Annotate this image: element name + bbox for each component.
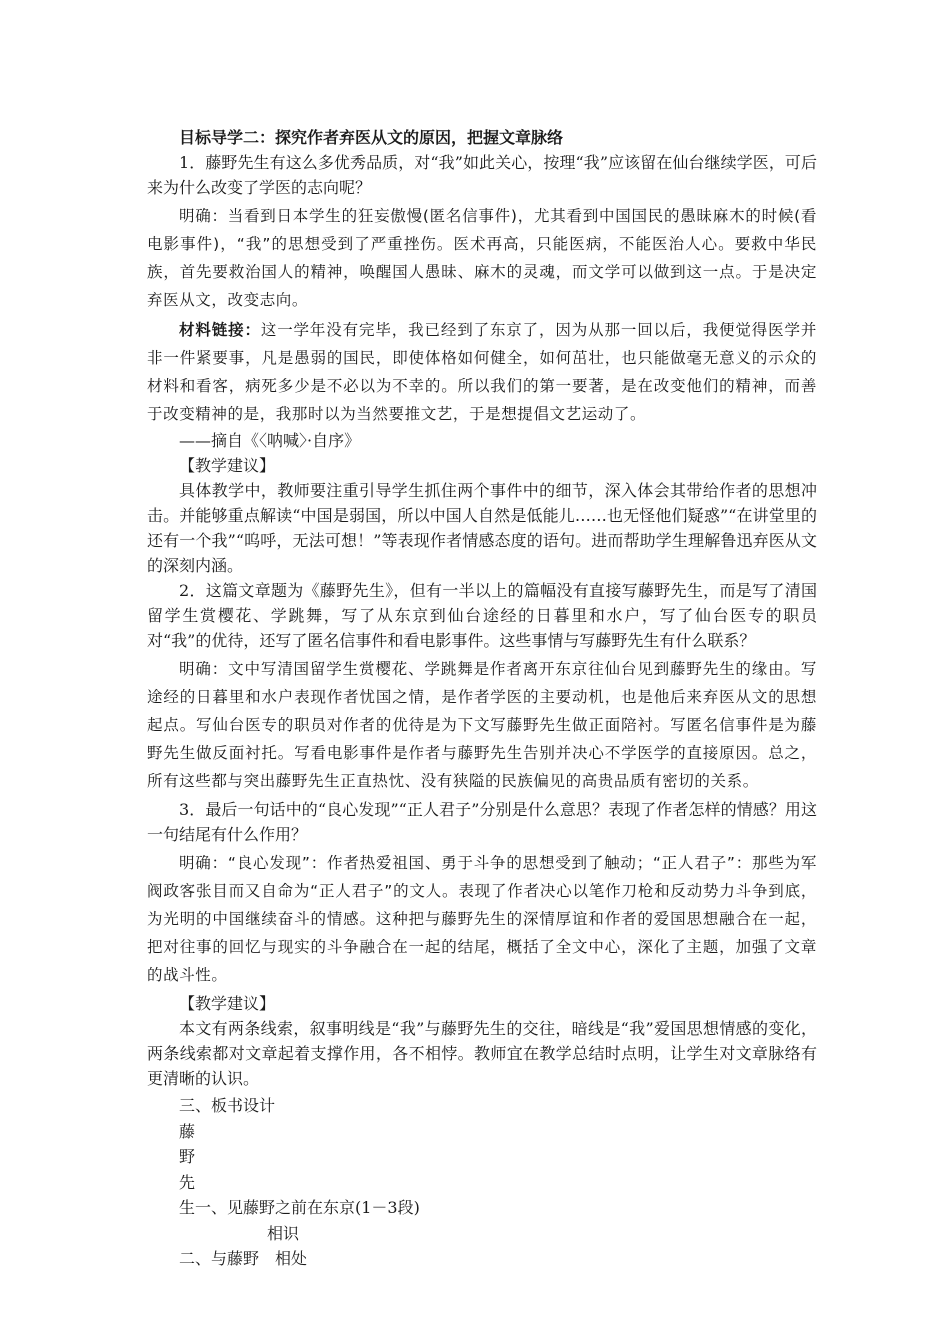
material-source: ——摘自《〈呐喊〉·自序》 [179, 431, 361, 450]
question-1: 1．藤野先生有这么多优秀品质，对“我”如此关心，按理“我”应该留在仙台继续学医，可后来为什么改变了学医的志向呢？ [147, 153, 817, 197]
board-vertical-char-1: 藤 [179, 1121, 196, 1141]
answer-1: 明确：当看到日本学生的狂妄傲慢(匿名信事件)，尤其看到中国国民的愚昧麻木的时候(看电影事件)，“我”的思想受到了严重挫伤。医术再高，只能医病，不能医治人心。要救中华民族，首先要救治国人的精神，唤醒国人愚昧、麻木的灵魂，而文学可以做到这一点。于是决定弃医从文，改变志向。 [147, 207, 817, 309]
answer-2: 明确：文中写清国留学生赏樱花、学跳舞是作者离开东京往仙台见到藤野先生的缘由。写途经的日暮里和水户表现作者忧国之情，是作者学医的主要动机，也是他后来弃医从文的思想起点。写仙台医专的职员对作者的优待是为下文写藤野先生做正面陪衬。写匿名信事件是为藤野先生做反面衬托。写看电影事件是作者与藤野先生告别并决心不学医学的直接原因。总之，所有这些都与突出藤野先生正直热忱、没有狭隘的民族偏见的高贵品质有密切的关系。 [147, 660, 817, 790]
material-text: 这一学年没有完毕，我已经到了东京了，因为从那一回以后，我便觉得医学并非一件紧要事，凡是愚弱的国民，即使体格如何健全，如何茁壮，也只能做毫无意义的示众的材料和看客，病死多少是不必以为不幸的。所以我们的第一要著，是在改变他们的精神，而善于改变精神的是，我那时以为当然要推文艺，于是想提倡文艺运动了。 [147, 321, 817, 423]
answer-3: 明确：“良心发现”：作者热爱祖国、勇于斗争的思想受到了触动；“正人君子”：那些为军阀政客张目而又自命为“正人君子”的文人。表现了作者决心以笔作刀枪和反动势力斗争到底，为光明的中国继续奋斗的情感。这种把与藤野先生的深情厚谊和作者的爱国思想融合在一起，把对往事的回忆与现实的斗争融合在一起的结尾，概括了全文中心，深化了主题，加强了文章的战斗性。 [147, 854, 817, 984]
document-content [147, 125, 817, 1272]
question-3: 3．最后一句话中的“良心发现”“正人君子”分别是什么意思？表现了作者怎样的情感？用这一句结尾有什么作用？ [147, 800, 817, 844]
material-link [147, 316, 817, 428]
question-2: 2．这篇文章题为《藤野先生》，但有一半以上的篇幅没有直接写藤野先生，而是写了清国留学生赏樱花、学跳舞，写了从东京到仙台途经的日暮里和水户，写了仙台医专的职员对“我”的优待，还写了匿名信事件和看电影事件。这些事情与写藤野先生有什么联系？ [147, 581, 817, 650]
teaching-suggestion-label-2: 【教学建议】 [179, 994, 276, 1013]
board-vertical-char-2: 野 [179, 1147, 196, 1166]
board-row-1: 生一、见藤野之前在东京(1－3段) [179, 1198, 420, 1217]
teaching-suggestion-label-1: 【教学建议】 [179, 456, 276, 475]
board-row-2: 相识 [267, 1223, 300, 1243]
board-design-title: 三、板书设计 [179, 1096, 276, 1115]
board-vertical-char-3: 先 [179, 1172, 196, 1192]
teaching-suggestion-1: 具体教学中，教师要注重引导学生抓住两个事件中的细节，深入体会其带给作者的思想冲击。并能够重点解读“中国是弱国，所以中国人自然是低能儿……也无怪他们疑惑”“在讲堂里的还有一个我”“呜呼，无法可想！”等表现作者情感态度的语句。进而帮助学生理解鲁迅弃医从文的深刻内涵。 [147, 481, 817, 575]
section-title: 目标导学二：探究作者弃医从文的原因，把握文章脉络 [179, 128, 564, 147]
board-row-3: 二、与藤野 相处 [179, 1249, 308, 1268]
material-label: 材料链接： [179, 321, 261, 339]
teaching-suggestion-2: 本文有两条线索，叙事明线是“我”与藤野先生的交往，暗线是“我”爱国思想情感的变化，两条线索都对文章起着支撑作用，各不相悖。教师宜在教学总结时点明，让学生对文章脉络有更清晰的认识。 [147, 1019, 817, 1088]
